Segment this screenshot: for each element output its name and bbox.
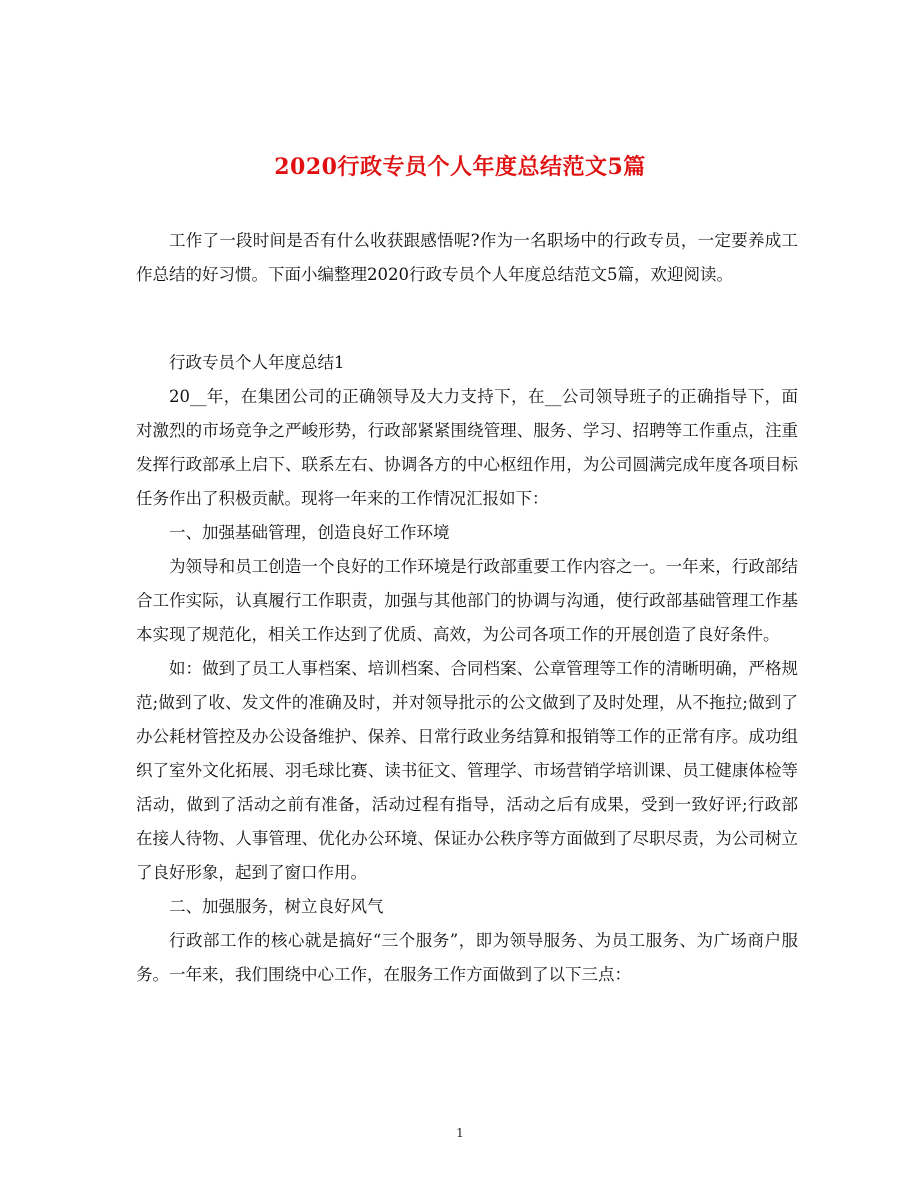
body-paragraph: 如：做到了员工人事档案、培训档案、合同档案、公章管理等工作的清晰明确，严格规范;做到了收、发文件的准确及时，并对领导批示的公文做到了及时处理，从不拖拉;做到了办公耗材管控及办公设备维护、保养、日常行政业务结算和报销等工作的正常有序。成功组织了室外文化拓展、羽毛球比赛、读书征文、管理学、市场营销学培训课、员工健康体检等活动，做到了活动之前有准备，活动过程有指导，活动之后有成果，受到一致好评;行政部在接人待物、人事管理、优化办公环境、保证办公秩序等方面做到了尽职尽责，为公司树立了良好形象，起到了窗口作用。 [136, 659, 798, 882]
section-heading-basic-management: 一、加强基础管理，创造良好工作环境 [169, 523, 450, 542]
body-paragraph: 20__年，在集团公司的正确领导及大力支持下，在__公司领导班子的正确指导下，面对激烈的市场竞争之严峻形势，行政部紧紧围绕管理、服务、学习、招聘等工作重点，注重发挥行政部承上启下、联系左右、协调各方的中心枢纽作用，为公司圆满完成年度各项目标任务作出了积极贡献。现将一年来的工作情况汇报如下： [136, 387, 798, 508]
body-paragraph: 行政部工作的核心就是搞好“三个服务”，即为领导服务、为员工服务、为广场商户服务。一年来，我们围绕中心工作，在服务工作方面做到了以下三点： [136, 931, 798, 984]
page-number: 1 [456, 1126, 464, 1140]
document-title: 2020行政专员个人年度总结范文5篇 [274, 154, 646, 180]
intro-paragraph: 工作了一段时间是否有什么收获跟感悟呢?作为一名职场中的行政专员，一定要养成工作总结的好习惯。下面小编整理2020行政专员个人年度总结范文5篇，欢迎阅读。 [136, 231, 798, 284]
document-body [136, 224, 798, 992]
section-heading-service: 二、加强服务，树立良好风气 [169, 897, 384, 916]
section-heading-summary-1: 行政专员个人年度总结1 [169, 353, 345, 372]
body-paragraph: 为领导和员工创造一个良好的工作环境是行政部重要工作内容之一。一年来，行政部结合工作实际，认真履行工作职责，加强与其他部门的协调与沟通，使行政部基础管理工作基本实现了规范化，相关工作达到了优质、高效，为公司各项工作的开展创造了良好条件。 [136, 557, 798, 644]
